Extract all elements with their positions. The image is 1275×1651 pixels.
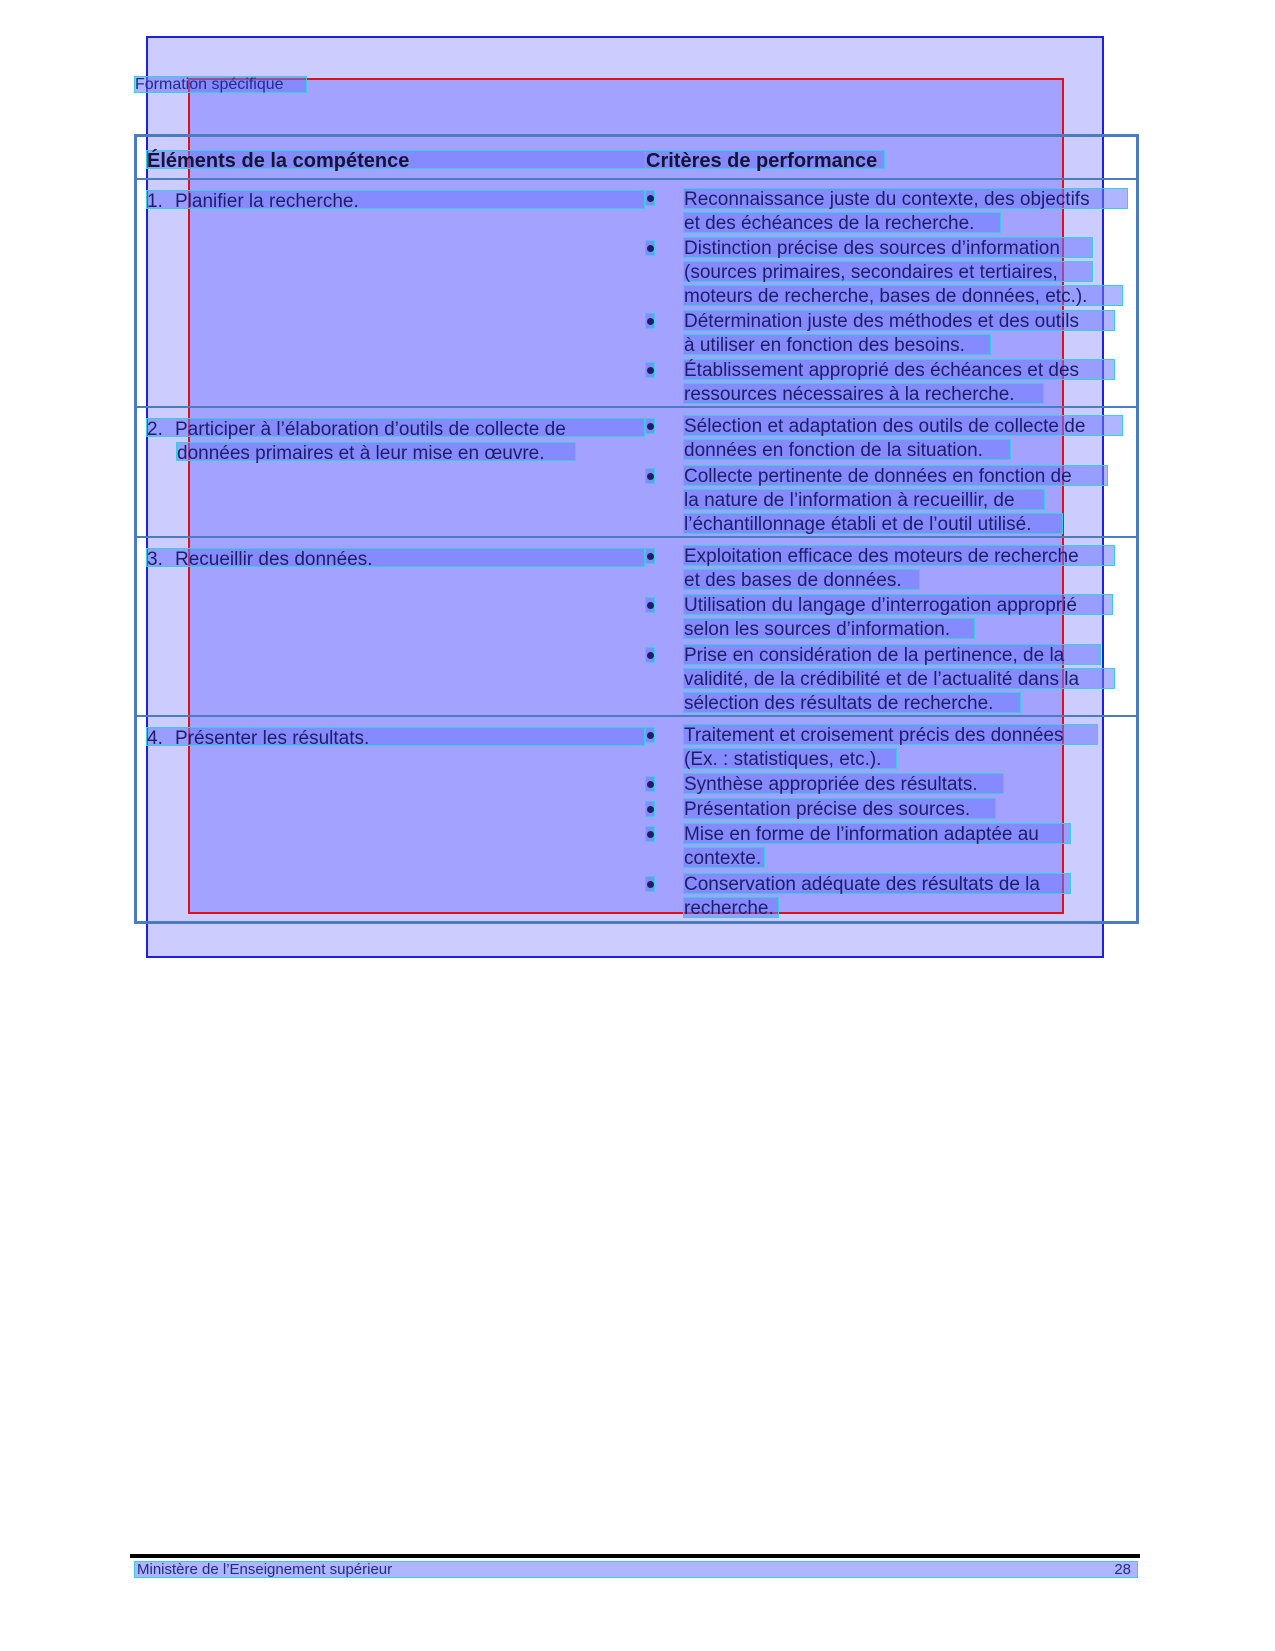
criterion-line: Synthèse appropriée des résultats. xyxy=(683,773,1004,794)
bullet-icon xyxy=(645,776,655,792)
element-number: 3. xyxy=(147,549,163,570)
criterion-line: Exploitation efficace des moteurs de recherche xyxy=(683,545,1115,566)
criterion-line: Présentation précise des sources. xyxy=(683,798,996,819)
bullet-icon xyxy=(645,597,655,613)
criterion-line: Prise en considération de la pertinence, de la xyxy=(683,644,1101,665)
criterion-line: Mise en forme de l’information adaptée au xyxy=(683,823,1071,844)
element-item xyxy=(146,418,645,440)
element-item xyxy=(146,190,645,212)
criterion-line: Détermination juste des méthodes et des outils xyxy=(683,310,1115,331)
column-header-elements: Éléments de la compétence xyxy=(146,150,646,169)
criterion-line: et des échéances de la recherche. xyxy=(683,212,1001,233)
element-text: Recueillir des données. xyxy=(175,549,373,570)
element-number: 4. xyxy=(147,728,163,749)
criterion-line: recherche. xyxy=(683,897,779,918)
criterion-line: et des bases de données. xyxy=(683,569,920,590)
criterion-line: données en fonction de la situation. xyxy=(683,439,1011,460)
bullet-icon xyxy=(645,647,655,663)
page-number: 28 xyxy=(1114,1561,1131,1578)
element-number: 2. xyxy=(147,419,163,440)
bullet-icon xyxy=(645,727,655,743)
criterion-line: Traitement et croisement précis des données xyxy=(683,724,1098,745)
footer-organization: Ministère de l’Enseignement supérieur xyxy=(137,1561,393,1578)
table-divider xyxy=(134,178,1139,180)
bullet-icon xyxy=(645,468,655,484)
bullet-icon xyxy=(645,826,655,842)
criterion-line: la nature de l’information à recueillir, de xyxy=(683,489,1045,510)
bullet-icon xyxy=(645,190,655,206)
table-divider xyxy=(134,715,1139,717)
element-item xyxy=(146,548,645,570)
element-text: données primaires et à leur mise en œuvre. xyxy=(176,442,576,461)
page-footer xyxy=(134,1561,1138,1578)
criterion-line: validité, de la crédibilité et de l’actualité dans la xyxy=(683,668,1115,689)
criterion-line: sélection des résultats de recherche. xyxy=(683,692,1021,713)
element-text: Planifier la recherche. xyxy=(175,191,359,212)
bullet-icon xyxy=(645,418,655,434)
column-header-criteria: Critères de performance xyxy=(645,150,885,169)
bullet-icon xyxy=(645,801,655,817)
criterion-line: Distinction précise des sources d’information xyxy=(683,237,1093,258)
table-divider xyxy=(134,536,1139,538)
criterion-line: selon les sources d’information. xyxy=(683,618,975,639)
criterion-line: Établissement approprié des échéances et des xyxy=(683,359,1115,380)
criterion-line: Collecte pertinente de données en fonction de xyxy=(683,465,1108,486)
bullet-icon xyxy=(645,240,655,256)
element-number: 1. xyxy=(147,191,163,212)
bullet-icon xyxy=(645,362,655,378)
bullet-icon xyxy=(645,548,655,564)
criterion-line: contexte. xyxy=(683,847,765,868)
bullet-icon xyxy=(645,313,655,329)
criterion-line: Conservation adéquate des résultats de la xyxy=(683,873,1071,894)
criterion-line: Sélection et adaptation des outils de collecte de xyxy=(683,415,1123,436)
criterion-line: (sources primaires, secondaires et tertiaires, xyxy=(683,261,1093,282)
criterion-line: l’échantillonnage établi et de l’outil utilisé. xyxy=(683,513,1063,534)
bullet-icon xyxy=(645,876,655,892)
element-item xyxy=(146,727,645,749)
criterion-line: (Ex. : statistiques, etc.). xyxy=(683,748,897,769)
element-text: Participer à l’élaboration d’outils de collecte de xyxy=(175,419,566,440)
criterion-line: à utiliser en fonction des besoins. xyxy=(683,334,991,355)
criterion-line: moteurs de recherche, bases de données, etc.). xyxy=(683,285,1123,306)
criterion-line: ressources nécessaires à la recherche. xyxy=(683,383,1044,404)
element-text: Présenter les résultats. xyxy=(175,728,370,749)
table-divider xyxy=(134,406,1139,408)
section-title: Formation spécifique xyxy=(134,76,307,93)
footer-rule xyxy=(130,1554,1140,1558)
criterion-line: Utilisation du langage d’interrogation approprié xyxy=(683,594,1113,615)
criterion-line: Reconnaissance juste du contexte, des objectifs xyxy=(683,188,1128,209)
